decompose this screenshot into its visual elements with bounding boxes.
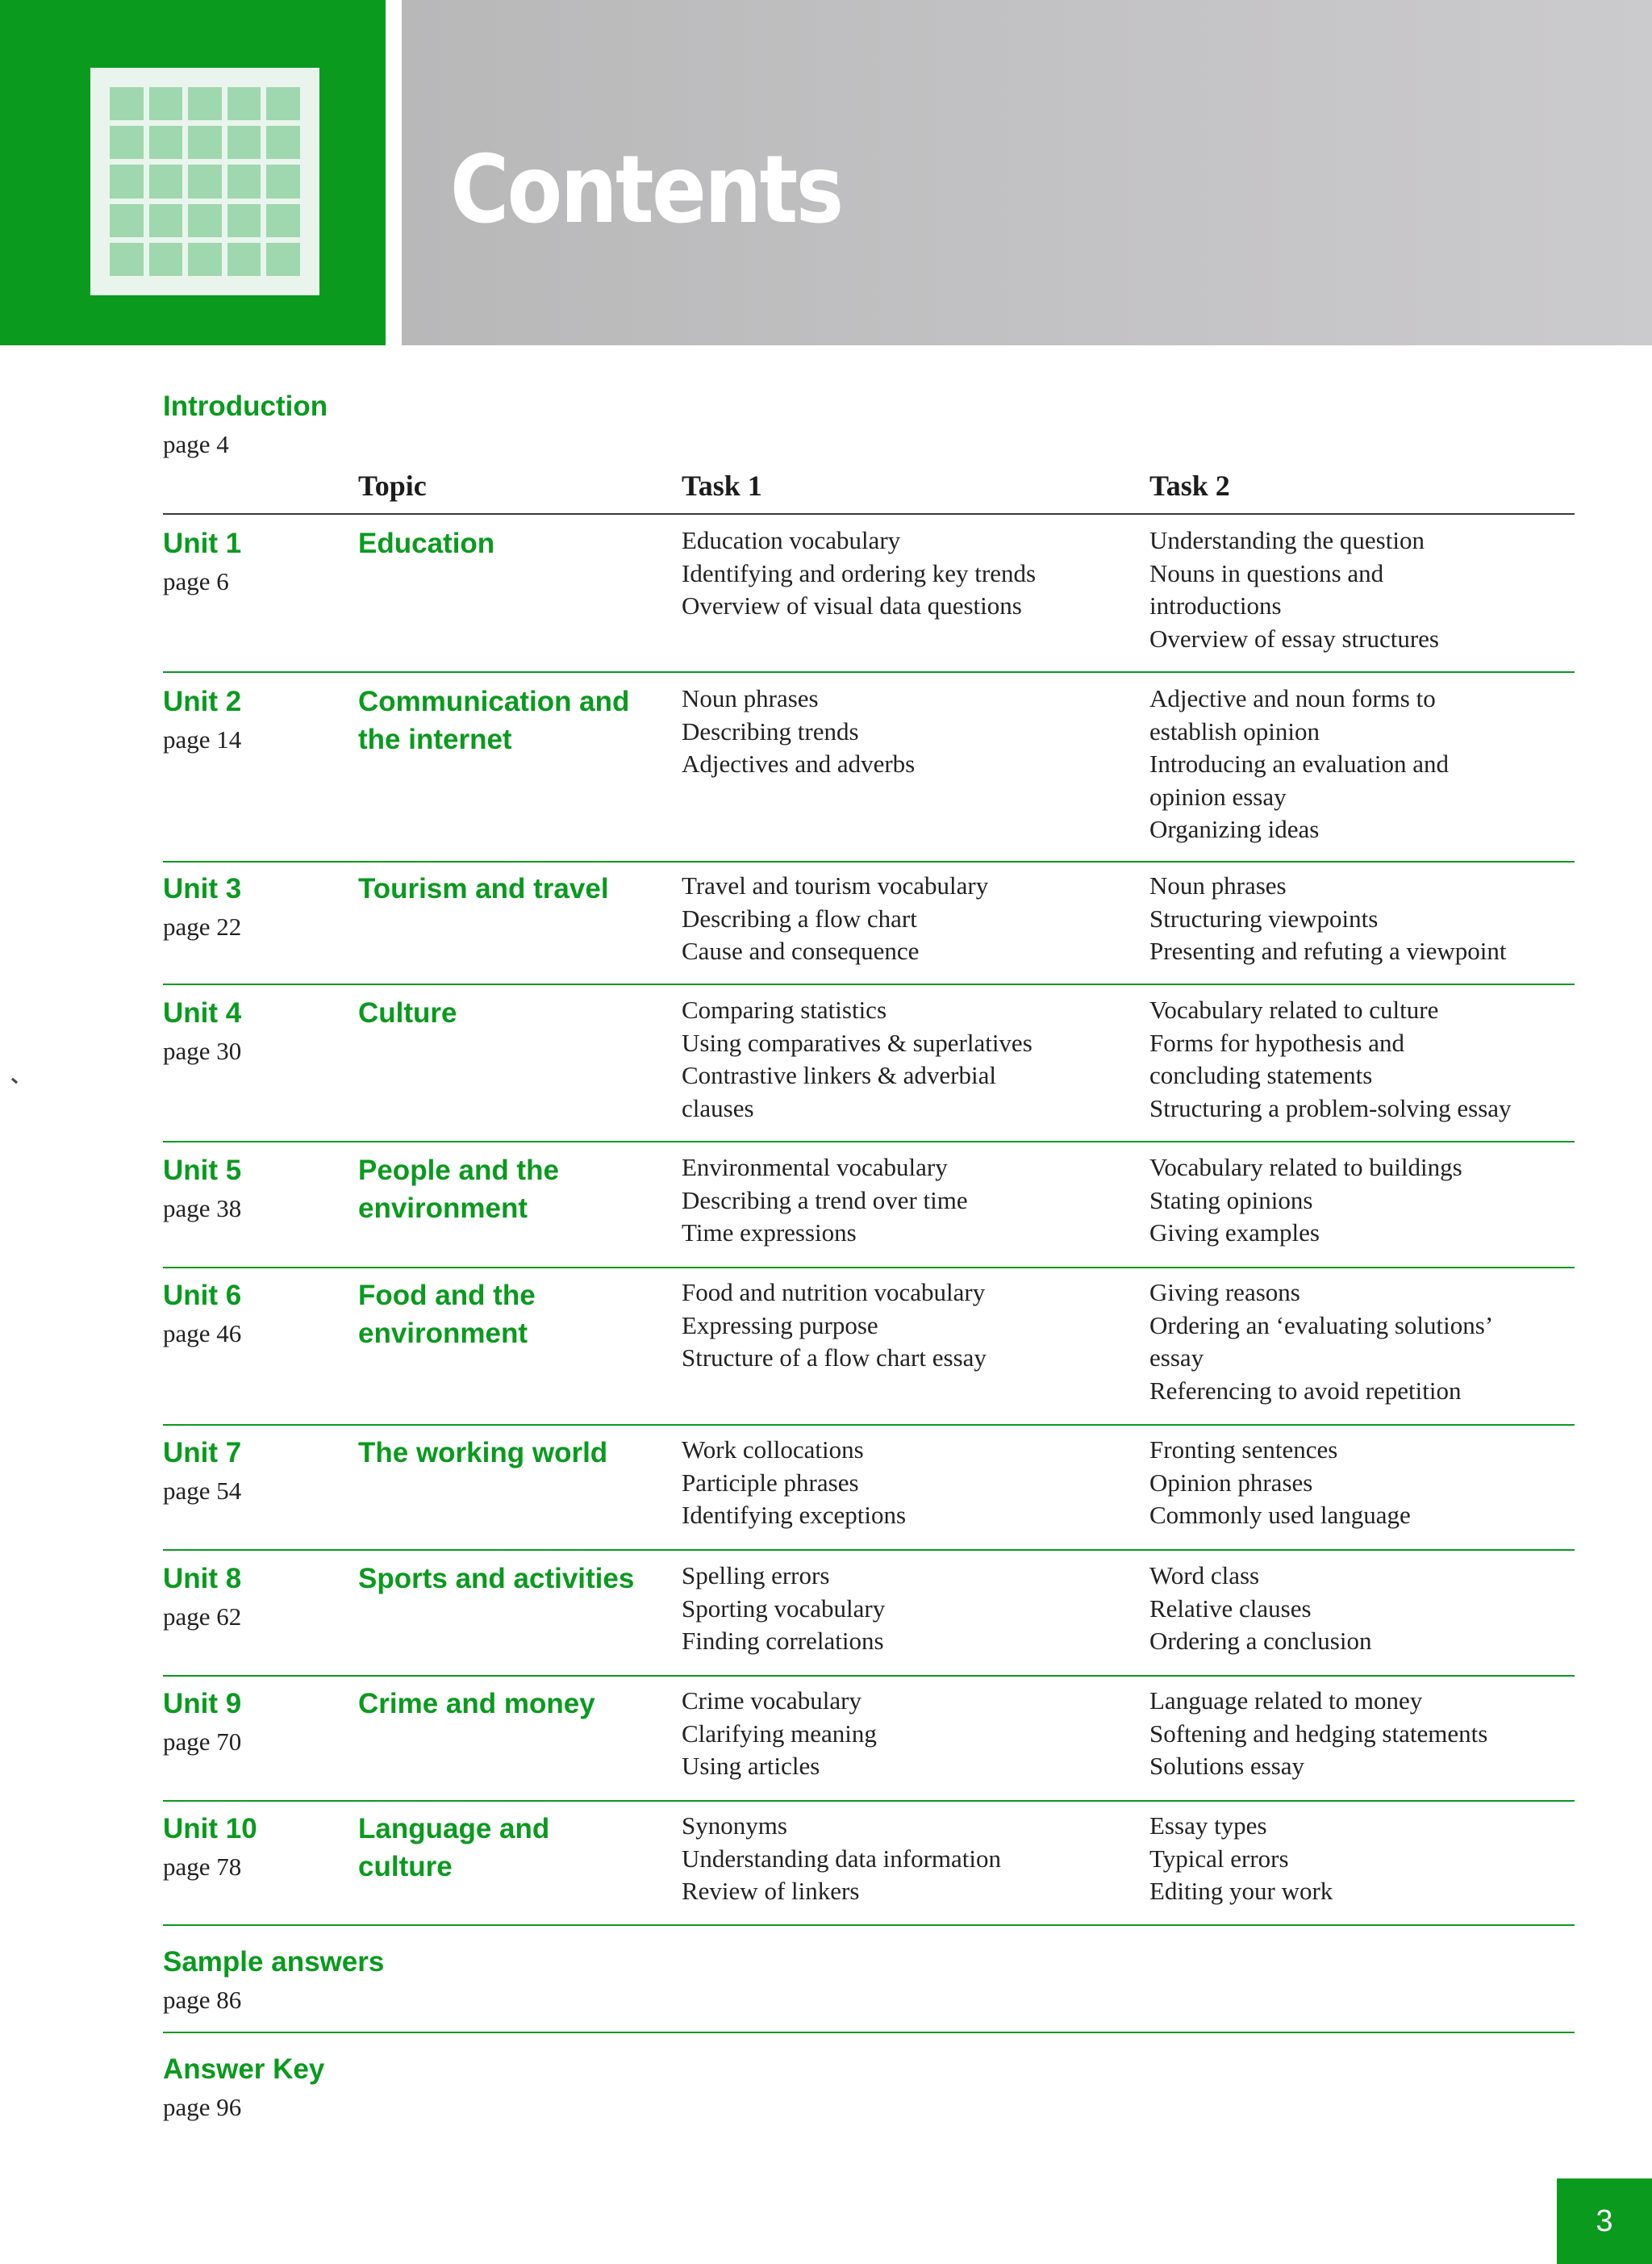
task2-cell	[1149, 683, 1585, 846]
task2-item: Ordering an ‘evaluating solutions’	[1149, 1310, 1494, 1339]
row-divider	[163, 1267, 1575, 1268]
row-divider	[163, 1141, 1575, 1142]
unit-cell	[163, 1434, 348, 1510]
icon-grid-cell	[266, 126, 300, 159]
icon-grid-cell	[227, 165, 261, 198]
task2-item: Nouns in questions and	[1149, 558, 1384, 587]
unit-title[interactable]: Unit 7	[163, 1437, 242, 1468]
unit-page: page 46	[163, 1319, 242, 1347]
unit-page: page 70	[163, 1727, 242, 1756]
task1-item: Describing a flow chart	[682, 904, 917, 933]
topic-line: environment	[358, 1193, 528, 1224]
icon-grid-cell	[149, 126, 183, 159]
task1-item: Adjectives and adverbs	[682, 750, 916, 778]
unit-title[interactable]: Unit 3	[163, 873, 242, 904]
task1-cell	[682, 1560, 1133, 1658]
unit-title[interactable]: Unit 8	[163, 1563, 242, 1594]
task1-item: Travel and tourism vocabulary	[682, 871, 989, 900]
page-title: Contents	[450, 136, 842, 244]
row-divider	[163, 861, 1575, 863]
task1-item: Work collocations	[682, 1435, 864, 1464]
unit-title[interactable]: Unit 10	[163, 1813, 257, 1844]
topic-line: Sports and activities	[358, 1563, 635, 1594]
unit-page: page 30	[163, 1037, 242, 1065]
answer-key-title[interactable]: Answer Key	[163, 2053, 325, 2085]
task1-item: Comparing statistics	[682, 996, 887, 1024]
task1-item: Food and nutrition vocabulary	[682, 1278, 986, 1306]
task1-cell	[682, 1151, 1133, 1250]
task1-item: Synonyms	[682, 1811, 787, 1840]
task2-item: Fronting sentences	[1149, 1435, 1338, 1464]
task2-item: introductions	[1149, 591, 1282, 620]
unit-title[interactable]: Unit 4	[163, 997, 242, 1029]
page-number: 3	[1557, 2178, 1652, 2264]
row-divider	[163, 671, 1575, 673]
topic-line: the internet	[358, 724, 512, 755]
icon-grid-cell	[110, 243, 144, 276]
topic-cell	[358, 1434, 657, 1472]
topic-line: environment	[358, 1318, 528, 1349]
sample-answers-page: page 86	[163, 1986, 242, 2014]
task1-item: Describing trends	[682, 716, 859, 746]
task2-cell	[1149, 1434, 1585, 1532]
task2-item: Presenting and refuting a viewpoint	[1149, 937, 1507, 965]
task2-item: Essay types	[1149, 1811, 1267, 1840]
icon-grid-cell	[227, 243, 261, 276]
task2-item: Structuring a problem-solving essay	[1149, 1093, 1512, 1122]
topic-cell	[358, 1276, 657, 1352]
task1-item: Sporting vocabulary	[682, 1594, 886, 1623]
icon-grid-cell	[149, 87, 183, 120]
intro-page: page 4	[163, 430, 229, 458]
header-divider	[163, 513, 1575, 515]
unit-title[interactable]: Unit 5	[163, 1155, 242, 1186]
unit-cell	[163, 1276, 348, 1352]
topic-line: People and the	[358, 1155, 559, 1186]
icon-grid-cell	[149, 204, 183, 237]
icon-grid-cell	[110, 126, 144, 159]
task1-cell	[682, 1685, 1133, 1783]
topic-line: Culture	[358, 997, 457, 1029]
icon-grid-cell	[110, 204, 144, 237]
task1-item: Overview of visual data questions	[682, 591, 1022, 620]
row-divider	[163, 1800, 1575, 1802]
answer-key-page: page 96	[163, 2093, 242, 2121]
icon-grid-cell	[149, 243, 183, 276]
task2-cell	[1149, 1151, 1585, 1250]
task2-item: Referencing to avoid repetition	[1149, 1376, 1462, 1405]
unit-page: page 6	[163, 567, 229, 595]
unit-title[interactable]: Unit 2	[163, 686, 242, 717]
task1-item: Expressing purpose	[682, 1310, 878, 1339]
sample-answers-title[interactable]: Sample answers	[163, 1946, 385, 1978]
task1-item: Time expressions	[682, 1218, 857, 1247]
icon-grid-cell	[188, 126, 222, 159]
row-divider	[163, 1424, 1575, 1426]
unit-cell	[163, 524, 348, 600]
topic-line: The working world	[358, 1437, 608, 1468]
task2-item: Opinion phrases	[1149, 1468, 1313, 1497]
task1-item: Understanding data information	[682, 1844, 1002, 1873]
task1-cell	[682, 994, 1133, 1125]
unit-cell	[163, 994, 348, 1070]
task2-item: Editing your work	[1149, 1877, 1333, 1905]
task2-item: Giving examples	[1149, 1218, 1320, 1247]
task2-item: Overview of essay structures	[1149, 624, 1439, 653]
icon-grid-cell	[227, 87, 261, 120]
topic-line: Language and	[358, 1813, 550, 1844]
header-green-panel	[0, 0, 386, 345]
task1-item: Identifying and ordering key trends	[682, 558, 1037, 587]
row-divider	[163, 1549, 1575, 1551]
topic-cell	[358, 1810, 657, 1886]
column-header-task1: Task 1	[682, 470, 762, 502]
task2-cell	[1149, 994, 1585, 1125]
task2-item: Solutions essay	[1149, 1752, 1305, 1780]
unit-title[interactable]: Unit 9	[163, 1688, 242, 1719]
icon-grid-cell	[188, 87, 222, 120]
icon-grid-cell	[188, 243, 222, 276]
task2-item: Softening and hedging statements	[1149, 1719, 1488, 1748]
task2-cell	[1149, 1560, 1585, 1658]
task1-item: Participle phrases	[682, 1468, 859, 1497]
task1-cell	[682, 1276, 1133, 1375]
section-divider	[163, 2032, 1575, 2033]
task2-item: Commonly used language	[1149, 1501, 1411, 1529]
topic-cell	[358, 870, 657, 908]
task1-item: Cause and consequence	[682, 937, 920, 965]
task2-item: Understanding the question	[1149, 526, 1425, 554]
task2-item: Structuring viewpoints	[1149, 904, 1379, 933]
unit-cell	[163, 1810, 348, 1886]
task1-item: Spelling errors	[682, 1561, 830, 1589]
topic-cell	[358, 994, 657, 1032]
intro-title[interactable]: Introduction	[163, 391, 328, 422]
task2-cell	[1149, 1276, 1585, 1407]
task2-item: Forms for hypothesis and	[1149, 1028, 1405, 1057]
task2-item: Word class	[1149, 1561, 1260, 1589]
icon-grid-cell	[266, 243, 300, 276]
task1-item: Structure of a flow chart essay	[682, 1343, 987, 1372]
icon-grid-cell	[188, 165, 222, 198]
task2-item: Organizing ideas	[1149, 815, 1320, 843]
intro-section	[163, 387, 1575, 463]
task2-item: concluding statements	[1149, 1061, 1373, 1089]
topic-cell	[358, 524, 657, 562]
unit-cell	[163, 1151, 348, 1227]
task2-item: Relative clauses	[1149, 1594, 1312, 1623]
unit-page: page 14	[163, 725, 242, 754]
row-divider	[163, 1675, 1575, 1677]
task1-item: Education vocabulary	[682, 526, 901, 554]
topic-line: Crime and money	[358, 1688, 595, 1719]
task2-cell	[1149, 1685, 1585, 1783]
task2-item: Ordering a conclusion	[1149, 1627, 1372, 1655]
task2-item: Introducing an evaluation and	[1149, 750, 1450, 778]
column-header-task2: Task 2	[1149, 470, 1230, 502]
icon-grid-cell	[227, 126, 261, 159]
answer-key-section	[163, 2050, 1575, 2126]
task1-item: Describing a trend over time	[682, 1185, 968, 1214]
task1-item: clauses	[682, 1093, 754, 1122]
icon-grid-cell	[266, 87, 300, 120]
task2-cell	[1149, 870, 1585, 968]
task1-cell	[682, 524, 1133, 623]
topic-line: Food and the	[358, 1280, 536, 1311]
task1-item: Clarifying meaning	[682, 1719, 877, 1748]
task2-item: Stating opinions	[1149, 1185, 1313, 1214]
unit-cell	[163, 1685, 348, 1761]
task2-cell	[1149, 1810, 1585, 1908]
unit-title[interactable]: Unit 6	[163, 1280, 242, 1311]
task2-item: opinion essay	[1149, 782, 1287, 811]
unit-cell	[163, 683, 348, 758]
task2-item: Adjective and noun forms to	[1149, 684, 1436, 712]
task1-item: Using comparatives & superlatives	[682, 1028, 1032, 1057]
unit-page: page 22	[163, 913, 242, 941]
icon-grid-cell	[110, 165, 144, 198]
topic-line: Education	[358, 528, 495, 559]
topic-cell	[358, 1560, 657, 1598]
task1-cell	[682, 1810, 1133, 1908]
icon-grid-cell	[149, 165, 183, 198]
row-divider	[163, 984, 1575, 985]
unit-cell	[163, 1560, 348, 1635]
task2-item: Noun phrases	[1149, 871, 1287, 900]
task2-item: establish opinion	[1149, 716, 1320, 746]
icon-grid-cell	[266, 204, 300, 237]
row-divider	[163, 1924, 1575, 1926]
sample-answers-section	[163, 1943, 1575, 2019]
task1-item: Review of linkers	[682, 1877, 860, 1905]
task2-item: essay	[1149, 1343, 1204, 1372]
task1-item: Using articles	[682, 1752, 820, 1780]
task2-item: Vocabulary related to buildings	[1149, 1153, 1462, 1181]
unit-cell	[163, 870, 348, 946]
unit-page: page 62	[163, 1602, 242, 1631]
topic-cell	[358, 1151, 657, 1227]
task2-item: Giving reasons	[1149, 1278, 1300, 1306]
task1-item: Noun phrases	[682, 684, 819, 712]
task1-item: Environmental vocabulary	[682, 1153, 948, 1181]
task2-item: Vocabulary related to culture	[1149, 996, 1439, 1024]
icon-grid-cell	[110, 87, 144, 120]
task1-cell	[682, 1434, 1133, 1532]
topic-line: culture	[358, 1851, 453, 1882]
task1-item: Contrastive linkers & adverbial	[682, 1061, 996, 1089]
topic-line: Tourism and travel	[358, 873, 609, 904]
scan-mark	[11, 1078, 18, 1084]
unit-page: page 38	[163, 1194, 242, 1222]
task1-item: Crime vocabulary	[682, 1686, 861, 1715]
topic-cell	[358, 1685, 657, 1723]
icon-grid-cell	[266, 165, 300, 198]
column-header-topic: Topic	[358, 470, 427, 502]
icon-grid-cell	[188, 204, 222, 237]
topic-line: Communication and	[358, 686, 630, 717]
task1-cell	[682, 870, 1133, 968]
task2-item: Language related to money	[1149, 1686, 1423, 1715]
task1-cell	[682, 683, 1133, 781]
topic-cell	[358, 683, 657, 758]
task2-cell	[1149, 524, 1585, 655]
icon-grid-cell	[227, 204, 261, 237]
unit-page: page 78	[163, 1853, 242, 1881]
task1-item: Finding correlations	[682, 1627, 884, 1655]
unit-title[interactable]: Unit 1	[163, 528, 242, 559]
task1-item: Identifying exceptions	[682, 1501, 907, 1529]
unit-page: page 54	[163, 1477, 242, 1505]
calendar-grid-icon	[90, 68, 319, 295]
task2-item: Typical errors	[1149, 1844, 1289, 1873]
